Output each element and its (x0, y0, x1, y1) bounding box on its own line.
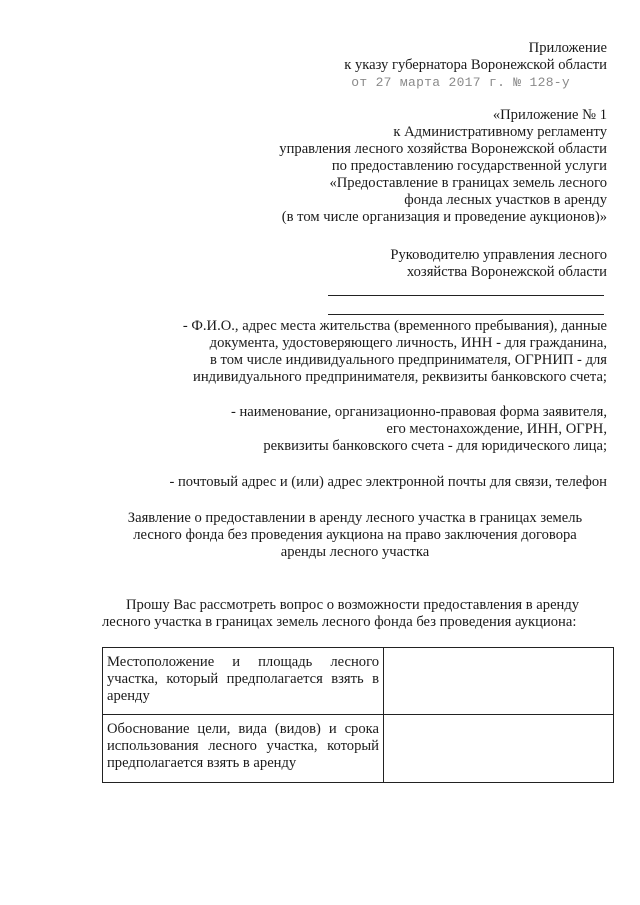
appendix-ref-line: управления лесного хозяйства Воронежской области (279, 141, 607, 157)
appendix-ref-line: по предоставлению государственной услуги (331, 158, 607, 174)
addressee-line: хозяйства Воронежской области (406, 264, 607, 280)
form-field-label: Обоснование цели, вида (видов) и срока использования лесного участка, который предполагается взять в аренду (103, 715, 384, 783)
application-title-line: лесного фонда без проведения аукциона на право заключения договора (133, 527, 577, 543)
applicant-blank-line[interactable] (328, 314, 604, 315)
applicant-info-line: - наименование, организационно-правовая форма заявителя, (230, 404, 607, 420)
applicant-blank-line[interactable] (328, 295, 604, 296)
applicant-info-line: индивидуального предпринимателя, реквизиты банковского счета; (193, 369, 607, 385)
applicant-info-line: - Ф.И.О., адрес места жительства (временного пребывания), данные (182, 318, 607, 334)
appendix-ref-line: (в том числе организация и проведение аукционов)» (281, 209, 607, 225)
decree-date-stamp: от 27 марта 2017 г. № 128-у (351, 75, 570, 90)
appendix-ref-line: к Административному регламенту (393, 124, 607, 140)
appendix-decree: к указу губернатора Воронежской области (344, 57, 607, 73)
applicant-contacts-line: - почтовый адрес и (или) адрес электронной почты для связи, телефон (169, 474, 607, 490)
appendix-title: Приложение (528, 40, 607, 56)
appendix-ref-line: «Приложение № 1 (492, 107, 607, 123)
applicant-info-line: документа, удостоверяющего личность, ИНН - для гражданина, (209, 335, 607, 351)
application-title-line: Заявление о предоставлении в аренду лесного участка в границах земель (127, 510, 583, 526)
request-text-line: Прошу Вас рассмотреть вопрос о возможности предоставления в аренду (126, 597, 580, 613)
appendix-ref-line: «Предоставление в границах земель лесного (329, 175, 607, 191)
application-title-line: аренды лесного участка (280, 544, 430, 560)
table-row (103, 715, 614, 783)
applicant-info-line: в том числе индивидуального предпринимателя, ОГРНИП - для (210, 352, 607, 368)
appendix-ref-line: фонда лесных участков в аренду (404, 192, 607, 208)
applicant-info-line: реквизиты банковского счета - для юридического лица; (263, 438, 607, 454)
addressee-line: Руководителю управления лесного (390, 247, 607, 263)
application-form-table (102, 647, 614, 783)
form-field-label: Местоположение и площадь лесного участка, который предполагается взять в аренду (103, 648, 384, 715)
request-text-line: лесного участка в границах земель лесного фонда без проведения аукциона: (102, 614, 577, 630)
applicant-info-line: его местонахождение, ИНН, ОГРН, (386, 421, 607, 437)
form-field-value[interactable] (384, 715, 614, 783)
form-field-value[interactable] (384, 648, 614, 715)
table-row (103, 648, 614, 715)
